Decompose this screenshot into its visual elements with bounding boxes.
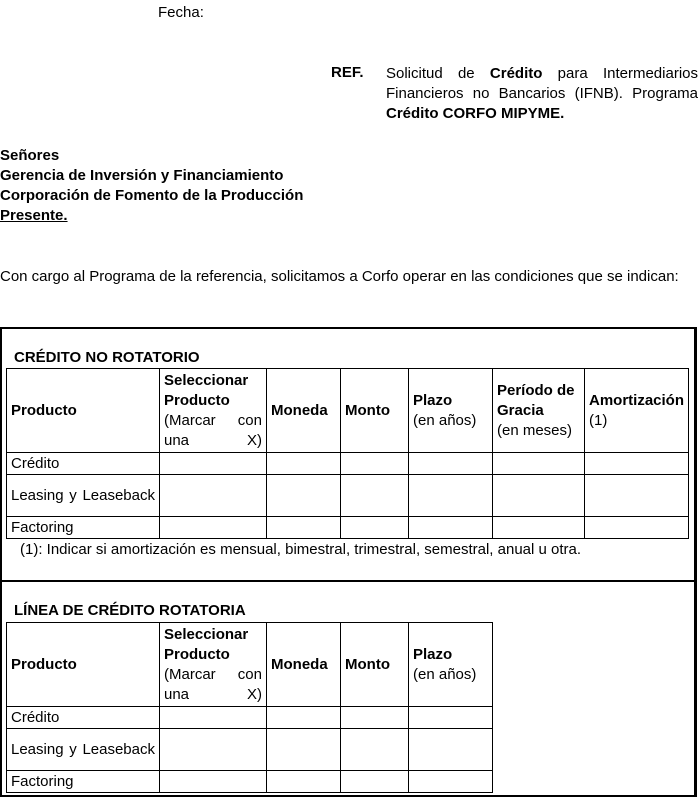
section-divider (0, 580, 697, 582)
addressee-line: Gerencia de Inversión y Financiamiento (0, 167, 284, 184)
moneda-cell[interactable] (267, 475, 341, 517)
table-row (7, 475, 689, 517)
header-moneda: Moneda (267, 623, 341, 707)
select-cell[interactable] (160, 771, 267, 793)
table-row (7, 707, 493, 729)
plazo-cell[interactable] (409, 475, 493, 517)
ref-subject (386, 64, 698, 124)
header-seleccionar: Seleccionar Producto (Marcar con una X) (160, 623, 267, 707)
credito-no-rotatorio-table (6, 368, 689, 539)
amortizacion-footnote: (1): Indicar si amortización es mensual, bimestral, trimestral, semestral, anual u otra. (20, 541, 582, 558)
table-row (7, 517, 689, 539)
ref-label: REF. (331, 64, 364, 81)
header-plazo: Plazo (en años) (409, 623, 493, 707)
header-seleccionar: Seleccionar Producto (Marcar con una X) (160, 369, 267, 453)
table-row (7, 453, 689, 475)
amortizacion-cell[interactable] (585, 475, 689, 517)
table-row (7, 771, 493, 793)
addressee-presente: Presente. (0, 207, 68, 224)
addressee-block (0, 146, 303, 226)
moneda-cell[interactable] (267, 729, 341, 771)
header-plazo: Plazo (en años) (409, 369, 493, 453)
linea-credito-rotatoria-title: LÍNEA DE CRÉDITO ROTATORIA (14, 602, 246, 619)
row-label: Factoring (7, 771, 160, 793)
periodo-cell[interactable] (493, 517, 585, 539)
monto-cell[interactable] (341, 771, 409, 793)
table-row (7, 729, 493, 771)
row-label: Factoring (7, 517, 160, 539)
row-label: Leasing y Leaseback (7, 729, 160, 771)
plazo-cell[interactable] (409, 729, 493, 771)
credito-no-rotatorio-title: CRÉDITO NO ROTATORIO (14, 349, 200, 366)
moneda-cell[interactable] (267, 707, 341, 729)
ref-line-1: Solicitud de Crédito para Intermediarios (386, 65, 698, 82)
select-cell[interactable] (160, 707, 267, 729)
plazo-cell[interactable] (409, 771, 493, 793)
moneda-cell[interactable] (267, 517, 341, 539)
monto-cell[interactable] (341, 707, 409, 729)
header-producto: Producto (7, 369, 160, 453)
header-producto: Producto (7, 623, 160, 707)
select-cell[interactable] (160, 729, 267, 771)
header-monto: Monto (341, 369, 409, 453)
intro-paragraph: Con cargo al Programa de la referencia, solicitamos a Corfo operar en las condiciones que se indican: (0, 268, 679, 285)
select-cell[interactable] (160, 453, 267, 475)
select-cell[interactable] (160, 517, 267, 539)
table-header-row (7, 623, 493, 707)
ref-line-2: Financieros no Bancarios (IFNB). Programa (386, 85, 698, 102)
header-amortizacion: Amortización (1) (585, 369, 689, 453)
monto-cell[interactable] (341, 453, 409, 475)
fecha-label: Fecha: (158, 4, 204, 21)
plazo-cell[interactable] (409, 517, 493, 539)
amortizacion-cell[interactable] (585, 517, 689, 539)
monto-cell[interactable] (341, 475, 409, 517)
amortizacion-cell[interactable] (585, 453, 689, 475)
monto-cell[interactable] (341, 517, 409, 539)
row-label: Crédito (7, 707, 160, 729)
periodo-cell[interactable] (493, 453, 585, 475)
header-moneda: Moneda (267, 369, 341, 453)
moneda-cell[interactable] (267, 771, 341, 793)
row-label: Crédito (7, 453, 160, 475)
header-periodo-gracia: Período de Gracia (en meses) (493, 369, 585, 453)
periodo-cell[interactable] (493, 475, 585, 517)
row-label: Leasing y Leaseback (7, 475, 160, 517)
ref-line-3: Crédito CORFO MIPYME. (386, 105, 565, 122)
select-cell[interactable] (160, 475, 267, 517)
addressee-line: Corporación de Fomento de la Producción (0, 187, 304, 204)
linea-credito-rotatoria-table (6, 622, 493, 793)
addressee-line: Señores (0, 147, 60, 164)
monto-cell[interactable] (341, 729, 409, 771)
header-monto: Monto (341, 623, 409, 707)
plazo-cell[interactable] (409, 707, 493, 729)
table-header-row (7, 369, 689, 453)
moneda-cell[interactable] (267, 453, 341, 475)
plazo-cell[interactable] (409, 453, 493, 475)
